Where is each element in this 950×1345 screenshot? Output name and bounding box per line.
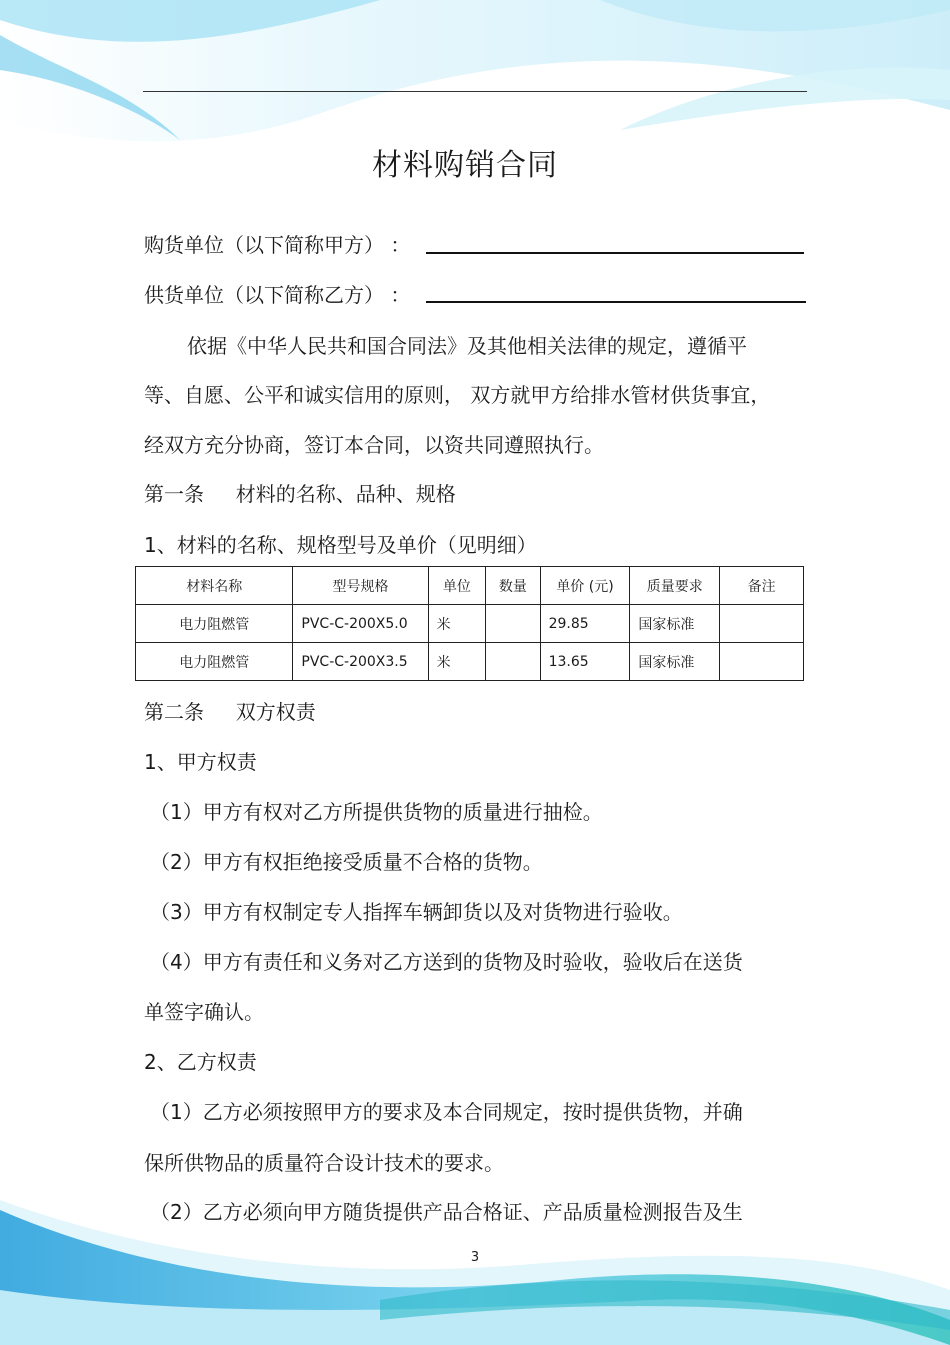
table-row: [136, 643, 804, 681]
party-a-item-1: （1）甲方有权对乙方所提供货物的质量进行抽检。: [150, 800, 603, 824]
party-a-item-4-cont: 单签字确认。: [144, 1000, 264, 1024]
party-a-item-4: （4）甲方有责任和义务对乙方送到的货物及时验收，验收后在送货: [150, 950, 743, 974]
intro-line-1: 依据《中华人民共和国合同法》及其他相关法律的规定，遵循平: [187, 334, 747, 358]
table-cell: 29.85: [540, 605, 630, 643]
party-b-title: 2、乙方权责: [144, 1050, 257, 1074]
party-a-title: 1、甲方权责: [144, 750, 257, 774]
page-number: 3: [470, 1250, 480, 1265]
table-cell: 电力阻燃管: [136, 643, 293, 681]
party-a-item-3: （3）甲方有权制定专人指挥车辆卸货以及对货物进行验收。: [150, 900, 683, 924]
party-b-item-1-cont: 保所供物品的质量符合设计技术的要求。: [144, 1151, 504, 1175]
buyer-label: 购货单位（以下简称甲方） ：: [144, 233, 411, 257]
party-a-item-2: （2）甲方有权拒绝接受质量不合格的货物。: [150, 850, 543, 874]
header-cell: 型号规格: [293, 567, 428, 605]
article1-item1: 1、材料的名称、规格型号及单价（见明细）: [144, 533, 537, 557]
table-cell: 国家标准: [630, 605, 720, 643]
header-cell: 材料名称: [136, 567, 293, 605]
table-cell: [720, 605, 804, 643]
intro-line-3: 经双方充分协商，签订本合同，以资共同遵照执行。: [144, 433, 604, 457]
table-cell: PVC-C-200X5.0: [293, 605, 428, 643]
table-cell: 国家标准: [630, 643, 720, 681]
header-cell: 备注: [720, 567, 804, 605]
table-cell: [486, 605, 540, 643]
party-b-item-2: （2）乙方必须向甲方随货提供产品合格证、产品质量检测报告及生: [150, 1200, 743, 1224]
table-cell: 电力阻燃管: [136, 605, 293, 643]
header-rule: [143, 91, 807, 92]
table-row: [136, 605, 804, 643]
table-header-row: [136, 567, 804, 605]
table-cell: [720, 643, 804, 681]
table-cell: 13.65: [540, 643, 630, 681]
buyer-blank-line: [426, 252, 804, 254]
header-cell: 单价 (元): [540, 567, 630, 605]
materials-table: [135, 566, 804, 681]
supplier-label: 供货单位（以下简称乙方） ：: [144, 283, 411, 307]
table-cell: PVC-C-200X3.5: [293, 643, 428, 681]
header-cell: 数量: [486, 567, 540, 605]
table-cell: [486, 643, 540, 681]
article2-heading: 第二条 双方权责: [144, 700, 316, 724]
article1-heading: 第一条 材料的名称、品种、规格: [144, 482, 456, 506]
supplier-blank-line: [426, 301, 806, 303]
party-b-item-1: （1）乙方必须按照甲方的要求及本合同规定，按时提供货物，并确: [150, 1100, 743, 1124]
header-cell: 质量要求: [630, 567, 720, 605]
intro-line-2: 等、自愿、公平和诚实信用的原则， 双方就甲方给排水管材供货事宜，: [144, 383, 771, 407]
table-cell: 米: [428, 643, 486, 681]
document-title: 材料购销合同: [372, 148, 558, 183]
header-cell: 单位: [428, 567, 486, 605]
table-cell: 米: [428, 605, 486, 643]
